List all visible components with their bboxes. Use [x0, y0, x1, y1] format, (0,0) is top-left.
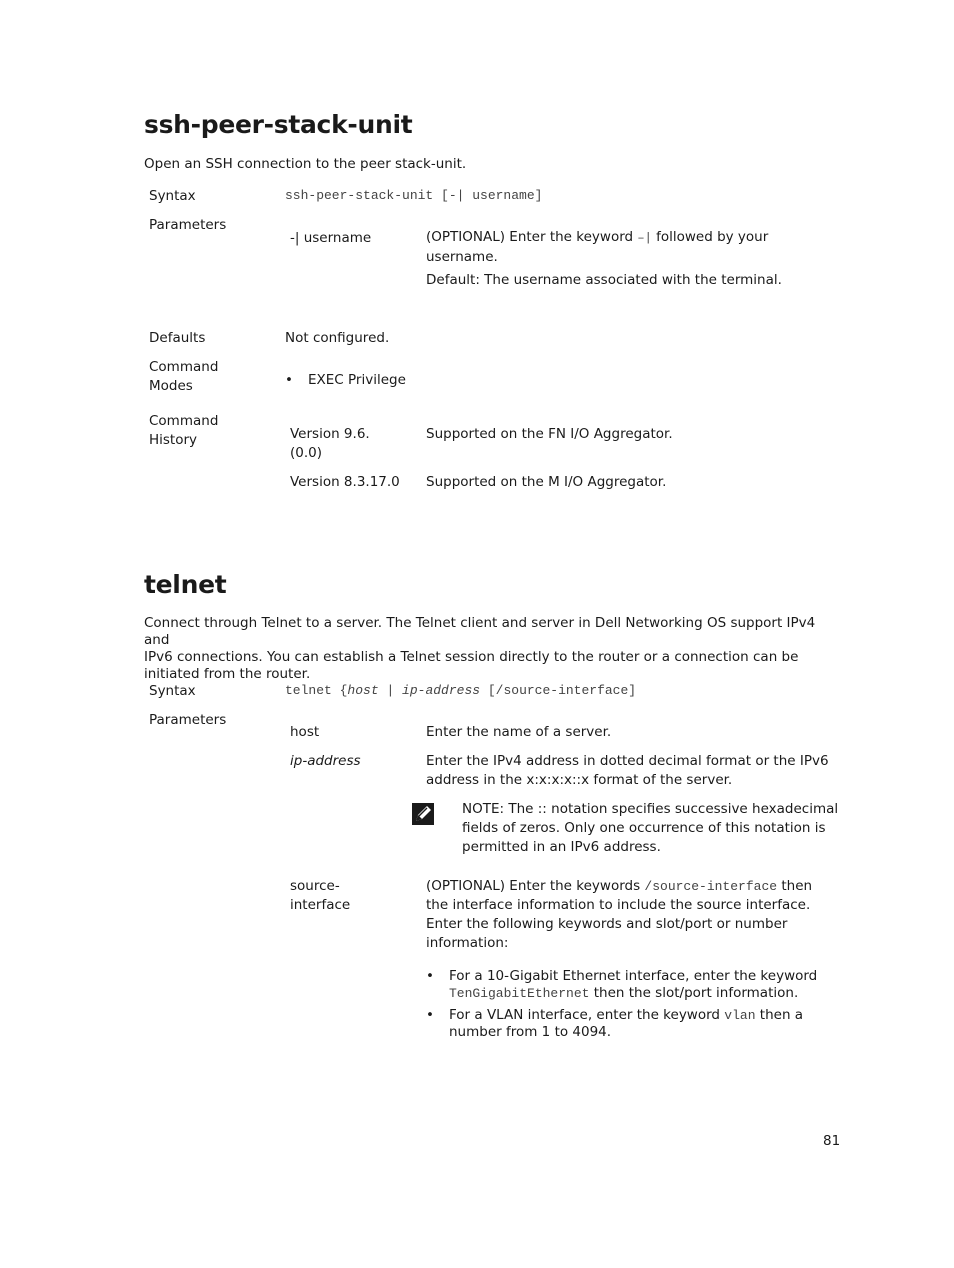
ssh-param-desc	[426, 228, 836, 267]
src-desc-text-2: then	[777, 878, 813, 894]
note-pencil-icon	[412, 803, 434, 825]
history-version-line2: (0.0)	[290, 445, 323, 461]
history-version: Version 8.3.17.0	[290, 474, 400, 490]
history-desc: Supported on the M I/O Aggregator.	[426, 474, 667, 490]
ssh-param-name: -| username	[290, 230, 372, 246]
bullet-marker: •	[426, 968, 434, 984]
bullet-vlan-text-2: then a	[755, 1007, 804, 1023]
src-desc-keyword: /source-interface	[644, 879, 778, 894]
telnet-intro-line1: Connect through Telnet to a server. The Telnet client and server in Dell Networking OS support IPv4 and	[144, 615, 816, 648]
param-ip-desc-line1: Enter the IPv4 address in dotted decimal format or the IPv6	[426, 753, 829, 769]
ssh-history-label-2: History	[149, 432, 198, 448]
telnet-intro	[144, 615, 844, 683]
history-version-line1: Version 9.6.	[290, 426, 370, 442]
param-host-desc: Enter the name of a server.	[426, 724, 612, 740]
src-desc-text: (OPTIONAL) Enter the keywords	[426, 878, 645, 894]
note-line2: fields of zeros. Only one occurrence of this notation is	[462, 820, 826, 836]
telnet-syntax-part: |	[378, 683, 403, 698]
telnet-syntax-label: Syntax	[149, 683, 196, 699]
param-source-name-line2: interface	[290, 897, 351, 913]
ssh-defaults-label: Defaults	[149, 330, 206, 346]
section-title-ssh: ssh-peer-stack-unit	[144, 110, 413, 139]
ssh-params-label: Parameters	[149, 217, 227, 233]
bullet-tengig-text: For a 10-Gigabit Ethernet interface, enter the keyword	[449, 968, 818, 984]
bullet-tengig-text-2: then the slot/port information.	[589, 985, 799, 1001]
section-title-telnet: telnet	[144, 570, 227, 599]
bullet-vlan-text-3: number from 1 to 4094.	[449, 1024, 612, 1040]
ssh-param-default: Default: The username associated with the terminal.	[426, 272, 782, 288]
param-ip-name: ip-address	[290, 753, 361, 769]
ssh-syntax: ssh-peer-stack-unit [-| username]	[285, 188, 543, 203]
param-host-name: host	[290, 724, 320, 740]
telnet-syntax	[285, 683, 636, 698]
ssh-history-label-1: Command	[149, 413, 219, 429]
telnet-intro-line2: IPv6 connections. You can establish a Telnet session directly to the router or a connection can be	[144, 649, 799, 665]
bullet-marker: •	[426, 1007, 434, 1023]
history-desc: Supported on the FN I/O Aggregator.	[426, 426, 673, 442]
ssh-param-desc-text: (OPTIONAL) Enter the keyword	[426, 229, 638, 245]
ssh-syntax-label: Syntax	[149, 188, 196, 204]
src-desc-line3: Enter the following keywords and slot/port or number	[426, 916, 788, 932]
bullet-vlan-keyword: vlan	[724, 1008, 756, 1023]
ssh-param-keyword: –|	[637, 231, 652, 245]
telnet-intro-line3: initiated from the router.	[144, 666, 311, 682]
note-line1: The :: notation specifies successive hexadecimal	[504, 801, 839, 817]
ssh-param-desc-text-2: followed by your	[651, 229, 769, 245]
ssh-modes-bullet: •	[285, 372, 293, 388]
bullet-vlan-text: For a VLAN interface, enter the keyword	[449, 1007, 725, 1023]
param-source-interface-desc	[426, 877, 836, 953]
note-label: NOTE:	[462, 801, 505, 817]
ssh-modes-item: EXEC Privilege	[308, 372, 406, 388]
param-ip-desc	[426, 752, 836, 790]
src-desc-line2: the interface information to include the source interface.	[426, 897, 811, 913]
telnet-syntax-host: host	[347, 683, 379, 698]
page-number: 81	[823, 1133, 841, 1149]
bullet-tengig	[449, 968, 839, 1002]
note-line3: permitted in an IPv6 address.	[462, 839, 661, 855]
ssh-modes-label	[149, 358, 218, 396]
param-source-name-line1: source-	[290, 878, 340, 894]
ssh-modes-label-1: Command	[149, 359, 219, 375]
telnet-params-label: Parameters	[149, 712, 227, 728]
param-ip-desc-line2: address in the x:x:x:x::x format of the server.	[426, 772, 733, 788]
bullet-tengig-keyword: TenGigabitEthernet	[449, 986, 590, 1001]
telnet-syntax-part: telnet {	[285, 683, 348, 698]
bullet-vlan	[449, 1007, 839, 1041]
telnet-syntax-ip: ip-address	[402, 683, 481, 698]
src-desc-line4: information:	[426, 935, 509, 951]
note-block	[462, 800, 842, 857]
ssh-defaults-value: Not configured.	[285, 330, 390, 346]
history-version	[290, 425, 370, 463]
telnet-syntax-part: [/source-interface]	[480, 683, 637, 698]
ssh-param-desc-line2: username.	[426, 249, 498, 265]
ssh-history-label	[149, 412, 218, 450]
ssh-modes-label-2: Modes	[149, 378, 193, 394]
param-source-interface-name	[290, 877, 350, 915]
ssh-intro: Open an SSH connection to the peer stack-unit.	[144, 156, 467, 172]
